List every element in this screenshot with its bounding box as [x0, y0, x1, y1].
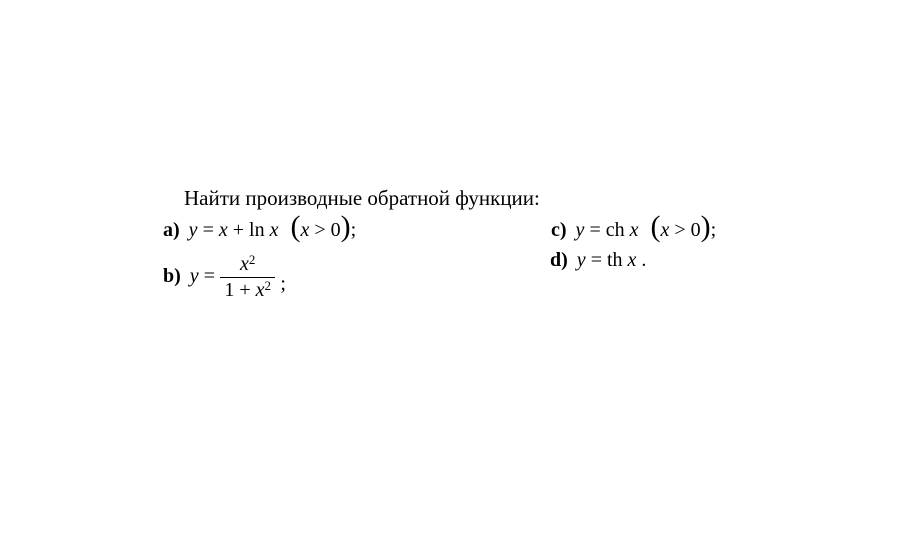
math-var-x: x [629, 219, 639, 241]
function-name-th: th [606, 249, 623, 271]
number-zero: 0 [330, 219, 341, 241]
item-c-label: c) [551, 219, 567, 241]
number-zero: 0 [690, 219, 701, 241]
fraction [220, 253, 275, 302]
den-one-plus: 1 + [224, 279, 251, 301]
period: . [641, 249, 647, 271]
item-a-label: a) [163, 219, 180, 241]
fraction-numerator [220, 253, 275, 278]
right-paren: ) [700, 210, 711, 243]
left-paren: ( [290, 210, 301, 243]
math-var-x: x [255, 279, 265, 301]
problem-item-b [163, 253, 286, 302]
problem-item-a [163, 212, 356, 242]
math-var-x: x [269, 219, 279, 241]
item-b-label: b) [163, 265, 181, 288]
math-var-y: y [576, 249, 586, 271]
right-paren: ) [340, 210, 351, 243]
plus-sign: + [232, 219, 245, 241]
math-var-y: y [188, 219, 198, 241]
math-var-x: x [300, 219, 310, 241]
equals-sign: = [202, 219, 214, 241]
semicolon: ; [710, 219, 717, 241]
left-paren: ( [650, 210, 661, 243]
math-var-x: x [239, 253, 249, 275]
greater-than-sign: > [314, 219, 326, 241]
problem-item-c [551, 212, 716, 242]
greater-than-sign: > [674, 219, 686, 241]
math-var-x: x [660, 219, 670, 241]
math-var-x: x [627, 249, 637, 271]
math-var-x: x [218, 219, 228, 241]
math-var-y: y [575, 219, 585, 241]
math-var-y: y [189, 265, 199, 288]
semicolon: ; [350, 219, 357, 241]
exponent: 2 [264, 278, 271, 293]
equals-sign: = [203, 265, 215, 288]
exponent: 2 [248, 252, 256, 267]
semicolon: ; [280, 273, 286, 296]
equals-sign: = [590, 249, 602, 271]
function-name-ln: ln [249, 219, 265, 241]
problem-item-d [550, 249, 646, 272]
item-d-label: d) [550, 249, 568, 271]
fraction-denominator [222, 278, 273, 302]
equals-sign: = [589, 219, 601, 241]
function-name-ch: ch [605, 219, 625, 241]
exercise-heading: Найти производные обратной функции: [184, 186, 540, 210]
